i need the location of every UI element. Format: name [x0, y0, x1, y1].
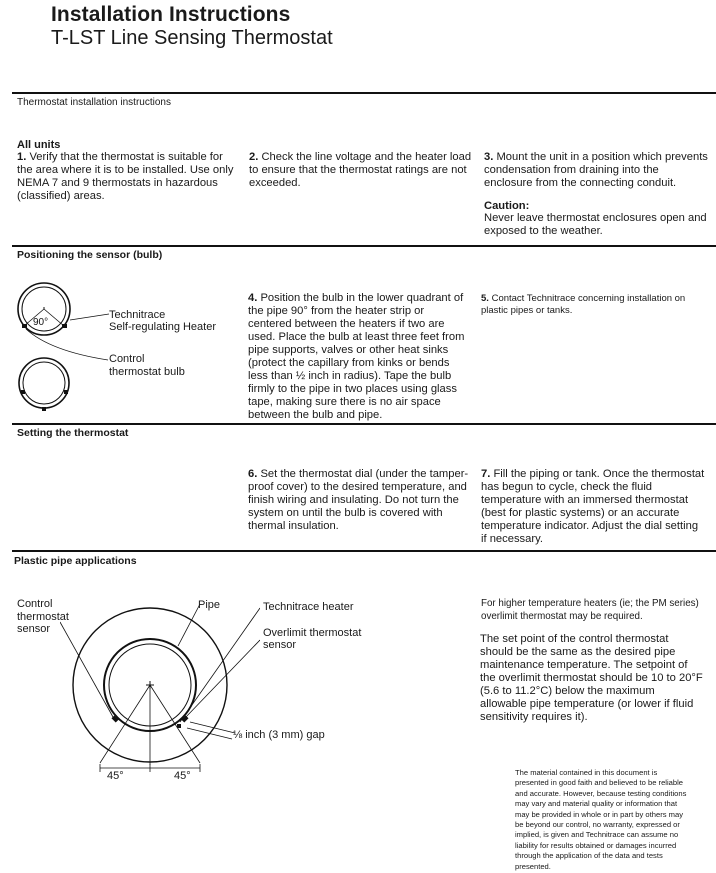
label-overlimit-sensor-1: Overlimit thermostat: [263, 627, 362, 639]
document-title: Installation Instructions: [51, 3, 291, 26]
section-heading-plastic: Plastic pipe applications: [14, 555, 137, 567]
section-heading-positioning: Positioning the sensor (bulb): [17, 249, 163, 261]
step-2-text: Check the line voltage and the heater load to ensure that the thermostat ratings are not exceeded.: [249, 151, 472, 189]
step-2: [249, 151, 473, 190]
section-heading-setting: Setting the thermostat: [17, 427, 129, 439]
pipe-leader: [178, 604, 200, 646]
heater-strip-marker: [64, 390, 68, 394]
label-control: Control: [109, 353, 145, 365]
pipe-inner-circle-bottom: [23, 362, 65, 404]
section-heading-installation: Thermostat installation instructions: [17, 97, 171, 108]
step-4-number: 4.: [248, 292, 258, 304]
step-5: [481, 293, 701, 317]
angle-line-right: [150, 685, 200, 763]
label-control-sensor-2: thermostat: [17, 611, 69, 623]
heater-strip-marker: [22, 324, 27, 328]
label-technitrace: Technitrace: [109, 309, 166, 321]
step-1: [17, 151, 239, 203]
pipe-outer-circle-bottom: [19, 358, 69, 408]
step-2-number: 2.: [249, 151, 259, 163]
angle-line-left: [100, 685, 150, 763]
step-7-number: 7.: [481, 468, 491, 480]
section-divider: [12, 245, 716, 247]
step-6-number: 6.: [248, 468, 258, 480]
step-7-text: Fill the piping or tank. Once the thermostat has begun to cycle, check the fluid temperature with an immersed thermostat (best for plastic systems) or an accurate temperature indicator. Adjust the dial setting if necessary.: [481, 468, 705, 545]
label-overlimit-sensor-2: sensor: [263, 639, 297, 651]
caution-text: Never leave thermostat enclosures open and exposed to the weather.: [484, 212, 707, 237]
all-units-heading: All units: [17, 139, 61, 151]
step-1-text: Verify that the thermostat is suitable for the area where it is to be installed. Use only NEMA 7 and 9 thermostats in hazardous (classified) areas.: [17, 151, 234, 202]
label-self-regulating-heater: Self-regulating Heater: [109, 321, 217, 333]
step-1-number: 1.: [17, 151, 27, 163]
step-7: [481, 468, 705, 546]
gap-leader-2: [187, 728, 232, 739]
plastic-note-1: For higher temperature heaters (ie; the PM series) overlimit thermostat may be required.: [481, 598, 699, 622]
step-4-text: Position the bulb in the lower quadrant of the pipe 90° from the heater strip or centered between the heaters if two are used. Place the bulb at least three feet from pipe supports, valves or other heat sinks (protect the capillary from kinks or bends less than ½ inch in radius). Tape the bulb firmly to the pipe in two places using glass tape, making sure there is no air space between the bulb and pipe.: [248, 292, 465, 421]
gap-leader-1: [190, 722, 235, 733]
step-6: [248, 468, 470, 533]
label-gap: ⅛ inch (3 mm) gap: [233, 729, 325, 741]
plastic-note-2: The set point of the control thermostat should be the same as the desired pipe maintenance temperature. The setpoint of the overlimit thermostat should be 10 to 20°F (5.6 to 11.2°C) below the maximum allowable pipe temperature (or lower if fluid sensitivity requires it).: [480, 633, 703, 723]
section-divider: [12, 423, 716, 425]
label-technitrace-heater: Technitrace heater: [263, 601, 354, 613]
step-3-text: Mount the unit in a position which prevents condensation from draining into the enclosure from the connecting conduit.: [484, 151, 708, 189]
bulb-position-diagram: [10, 276, 110, 416]
label-control-sensor-1: Control: [17, 598, 53, 610]
step-4: [248, 292, 470, 422]
heater-strip-marker: [62, 324, 67, 328]
step-5-text: Contact Technitrace concerning installation on plastic pipes or tanks.: [481, 293, 686, 316]
heater-marker: [177, 724, 181, 728]
label-control-sensor-3: sensor: [17, 623, 51, 635]
angle-label-90: 90°: [33, 317, 49, 328]
section-divider: [12, 550, 716, 552]
step-5-number: 5.: [481, 293, 489, 304]
disclaimer: The material contained in this document is presented in good faith and believed to be reliable and accurate. However, because testing conditions may vary and material quality or information that may be provided in whole or in part by others may be beyond our control, no warranty, expressed or implied, is given and Technitrace can assume no liability for results obtained or damages incurred through the application of the data and tests presented.: [515, 768, 687, 871]
plastic-pipe-diagram: [60, 600, 260, 780]
bulb-marker: [42, 407, 46, 411]
document-subtitle: T-LST Line Sensing Thermostat: [51, 27, 333, 49]
label-thermostat-bulb: thermostat bulb: [109, 366, 185, 378]
step-6-text: Set the thermostat dial (under the tamper-proof cover) to the desired temperature, and finish wiring and insulating. Do not turn the system on until the bulb is covered with thermal insulation.: [248, 468, 469, 532]
label-pipe: Pipe: [198, 599, 221, 611]
step-3-number: 3.: [484, 151, 494, 163]
heater-leader-line: [70, 314, 109, 320]
caution-heading: Caution:: [484, 200, 530, 212]
label-angle-right: 45°: [174, 770, 191, 782]
step-3: [484, 151, 710, 190]
heater-strip-marker: [21, 390, 25, 394]
control-sensor-leader: [60, 622, 113, 717]
section-divider: [12, 92, 716, 94]
label-angle-left: 45°: [107, 770, 124, 782]
